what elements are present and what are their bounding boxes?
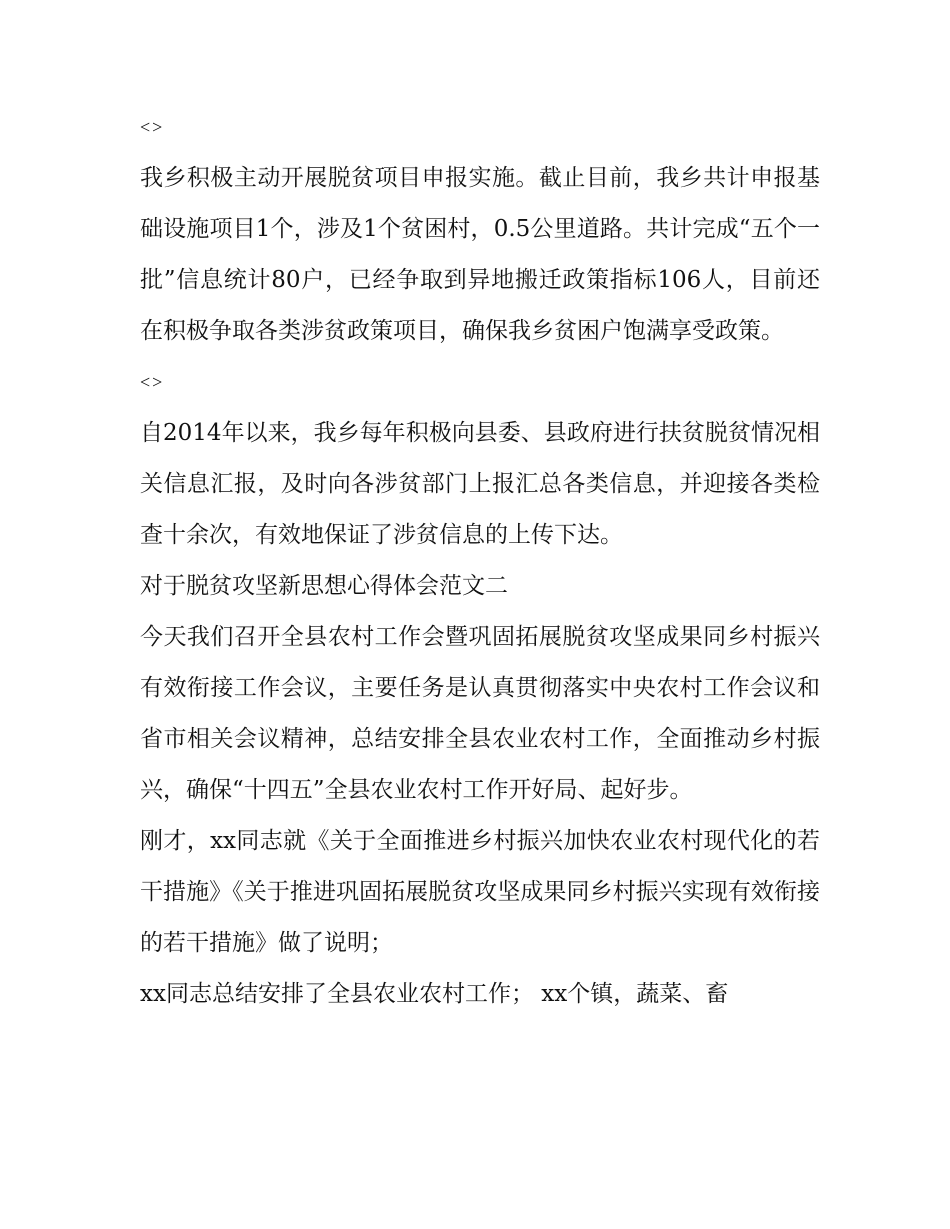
paragraph-project-application: 我乡积极主动开展脱贫项目申报实施。截止目前，我乡共计申报基础设施项目1个，涉及1个贫困村，0.5公里道路。共计完成“五个一批”信息统计80户，已经争取到异地搬迁政策指标106人，目前还在积极争取各类涉贫政策项目，确保我乡贫困户饱满享受政策。 — [140, 165, 820, 344]
section-marker: <> — [140, 372, 165, 392]
paragraph-measures-explanation: 刚才，xx同志就《关于全面推进乡村振兴加快农业农村现代化的若干措施》《关于推进巩固拓展脱贫攻坚成果同乡村振兴实现有效衔接的若干措施》做了说明； — [140, 828, 820, 956]
paragraph-work-summary: xx同志总结安排了全县农业农村工作； xx个镇，蔬菜、畜 — [140, 981, 729, 1007]
document-body — [140, 102, 820, 1020]
paragraph-information-reporting: 自2014年以来，我乡每年积极向县委、县政府进行扶贫脱贫情况相关信息汇报，及时向各涉贫部门上报汇总各类信息，并迎接各类检查十余次，有效地保证了涉贫信息的上传下达。 — [140, 420, 820, 548]
paragraph-meeting-intro: 今天我们召开全县农村工作会暨巩固拓展脱贫攻坚成果同乡村振兴有效衔接工作会议，主要任务是认真贯彻落实中央农村工作会议和省市相关会议精神，总结安排全县农业农村工作，全面推动乡村振兴，确保“十四五”全县农业农村工作开好局、起好步。 — [140, 624, 820, 803]
section-heading: 对于脱贫攻坚新思想心得体会范文二 — [140, 573, 508, 599]
section-marker: <> — [140, 117, 165, 137]
